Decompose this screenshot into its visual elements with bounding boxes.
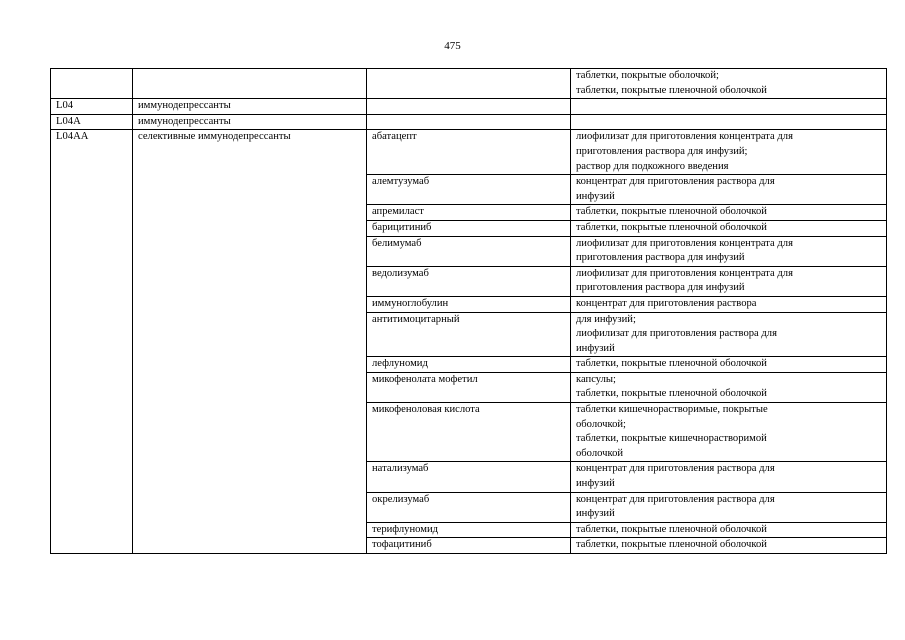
dosage-form-line: инфузий (576, 190, 615, 202)
drug-name-cell (367, 69, 571, 99)
dosage-form-cell (571, 312, 887, 357)
group-name-cell (133, 403, 367, 462)
group-name-cell (133, 522, 367, 538)
table-row (51, 522, 887, 538)
drug-name-cell (367, 114, 571, 130)
dosage-form-line: приготовления раствора для инфузий (576, 252, 745, 264)
dosage-form-line: оболочкой; (576, 418, 626, 430)
dosage-form-line: таблетки, покрытые пленочной оболочкой (576, 523, 767, 535)
group-name-cell (133, 69, 367, 99)
table-row (51, 312, 887, 357)
dosage-form-line: инфузий (576, 342, 615, 354)
table-row (51, 69, 887, 99)
dosage-form-cell (571, 236, 887, 266)
atc-code-cell (51, 220, 133, 236)
table-row (51, 492, 887, 522)
atc-code-cell (51, 522, 133, 538)
group-name-cell (133, 492, 367, 522)
drug-name-cell: лефлуномид (367, 357, 571, 373)
dosage-form-cell (571, 114, 887, 130)
dosage-form-cell (571, 403, 887, 462)
page-number: 475 (444, 40, 461, 52)
dosage-form-cell (571, 99, 887, 115)
atc-code-cell (51, 69, 133, 99)
table-row (51, 462, 887, 492)
group-name-cell: иммунодепрессанты (133, 114, 367, 130)
drug-name-cell: натализумаб (367, 462, 571, 492)
group-name-cell (133, 175, 367, 205)
dosage-form-line: концентрат для приготовления раствора (576, 297, 757, 309)
group-name-cell (133, 236, 367, 266)
dosage-form-cell (571, 130, 887, 175)
dosage-form-line: лиофилизат для приготовления раствора для (576, 328, 777, 340)
atc-code-cell (51, 462, 133, 492)
table-row (51, 220, 887, 236)
dosage-form-line: лиофилизат для приготовления концентрата для (576, 267, 793, 279)
dosage-form-cell (571, 175, 887, 205)
drug-name-cell: антитимоцитарный (367, 312, 571, 357)
drug-name-cell: ведолизумаб (367, 266, 571, 296)
group-name-cell (133, 296, 367, 312)
drug-name-cell: абатацепт (367, 130, 571, 175)
dosage-form-cell (571, 357, 887, 373)
table-row (51, 357, 887, 373)
dosage-form-line: таблетки, покрытые пленочной оболочкой (576, 84, 767, 96)
dosage-form-cell (571, 492, 887, 522)
group-name-cell: селективные иммунодепрессанты (133, 130, 367, 175)
dosage-form-line: концентрат для приготовления раствора для (576, 463, 775, 475)
drug-name-cell: окрелизумаб (367, 492, 571, 522)
dosage-form-line: приготовления раствора для инфузий (576, 282, 745, 294)
atc-code-cell (51, 403, 133, 462)
group-name-cell (133, 538, 367, 554)
dosage-form-line: лиофилизат для приготовления концентрата для (576, 237, 793, 249)
drug-name-cell: белимумаб (367, 236, 571, 266)
table-row (51, 266, 887, 296)
group-name-cell (133, 357, 367, 373)
drug-name-cell: алемтузумаб (367, 175, 571, 205)
drug-name-cell: иммуноглобулин (367, 296, 571, 312)
atc-code-cell (51, 296, 133, 312)
dosage-form-line: инфузий (576, 508, 615, 520)
group-name-cell (133, 205, 367, 221)
dosage-form-line: таблетки, покрытые кишечнорастворимой (576, 433, 767, 445)
atc-code-cell (51, 312, 133, 357)
atc-code-cell (51, 236, 133, 266)
dosage-form-line: таблетки, покрытые пленочной оболочкой (576, 358, 767, 370)
atc-code-cell (51, 538, 133, 554)
dosage-form-cell (571, 69, 887, 99)
dosage-form-line: таблетки, покрытые пленочной оболочкой (576, 388, 767, 400)
group-name-cell (133, 462, 367, 492)
drug-table (50, 68, 887, 554)
dosage-form-cell (571, 266, 887, 296)
table-row (51, 175, 887, 205)
dosage-form-line: лиофилизат для приготовления концентрата для (576, 131, 793, 143)
dosage-form-cell (571, 205, 887, 221)
dosage-form-line: раствор для подкожного введения (576, 160, 729, 172)
drug-name-cell: барицитиниб (367, 220, 571, 236)
group-name-cell (133, 372, 367, 402)
table-row (51, 205, 887, 221)
dosage-form-line: инфузий (576, 478, 615, 490)
drug-name-cell: терифлуномид (367, 522, 571, 538)
dosage-form-cell (571, 372, 887, 402)
dosage-form-line: капсулы; (576, 373, 616, 385)
dosage-form-cell (571, 220, 887, 236)
drug-table-body (51, 69, 887, 554)
table-row (51, 403, 887, 462)
atc-code-cell (51, 266, 133, 296)
dosage-form-line: оболочкой (576, 447, 624, 459)
dosage-form-cell (571, 522, 887, 538)
dosage-form-line: приготовления раствора для инфузий; (576, 145, 748, 157)
dosage-form-line: таблетки, покрытые оболочкой; (576, 70, 719, 81)
dosage-form-line: концентрат для приготовления раствора для (576, 493, 775, 505)
drug-name-cell (367, 99, 571, 115)
group-name-cell (133, 220, 367, 236)
table-row (51, 236, 887, 266)
atc-code-cell (51, 175, 133, 205)
atc-code-cell (51, 372, 133, 402)
dosage-form-line: таблетки, покрытые пленочной оболочкой (576, 206, 767, 218)
dosage-form-cell (571, 296, 887, 312)
atc-code-cell (51, 205, 133, 221)
dosage-form-line: концентрат для приготовления раствора для (576, 176, 775, 188)
dosage-form-cell (571, 538, 887, 554)
dosage-form-line: таблетки, покрытые пленочной оболочкой (576, 539, 767, 551)
dosage-form-line: таблетки, покрытые пленочной оболочкой (576, 221, 767, 233)
atc-code-cell: L04 (51, 99, 133, 115)
table-row (51, 99, 887, 115)
group-name-cell: иммунодепрессанты (133, 99, 367, 115)
table-row (51, 130, 887, 175)
group-name-cell (133, 266, 367, 296)
drug-name-cell: тофацитиниб (367, 538, 571, 554)
atc-code-cell (51, 492, 133, 522)
dosage-form-line: для инфузий; (576, 313, 636, 325)
atc-code-cell (51, 357, 133, 373)
dosage-form-line: таблетки кишечнорастворимые, покрытые (576, 404, 768, 416)
table-row (51, 296, 887, 312)
drug-name-cell: микофеноловая кислота (367, 403, 571, 462)
drug-name-cell: апремиласт (367, 205, 571, 221)
table-row (51, 372, 887, 402)
dosage-form-cell (571, 462, 887, 492)
group-name-cell (133, 312, 367, 357)
table-row (51, 114, 887, 130)
atc-code-cell: L04AA (51, 130, 133, 175)
atc-code-cell: L04A (51, 114, 133, 130)
drug-name-cell: микофенолата мофетил (367, 372, 571, 402)
table-row (51, 538, 887, 554)
